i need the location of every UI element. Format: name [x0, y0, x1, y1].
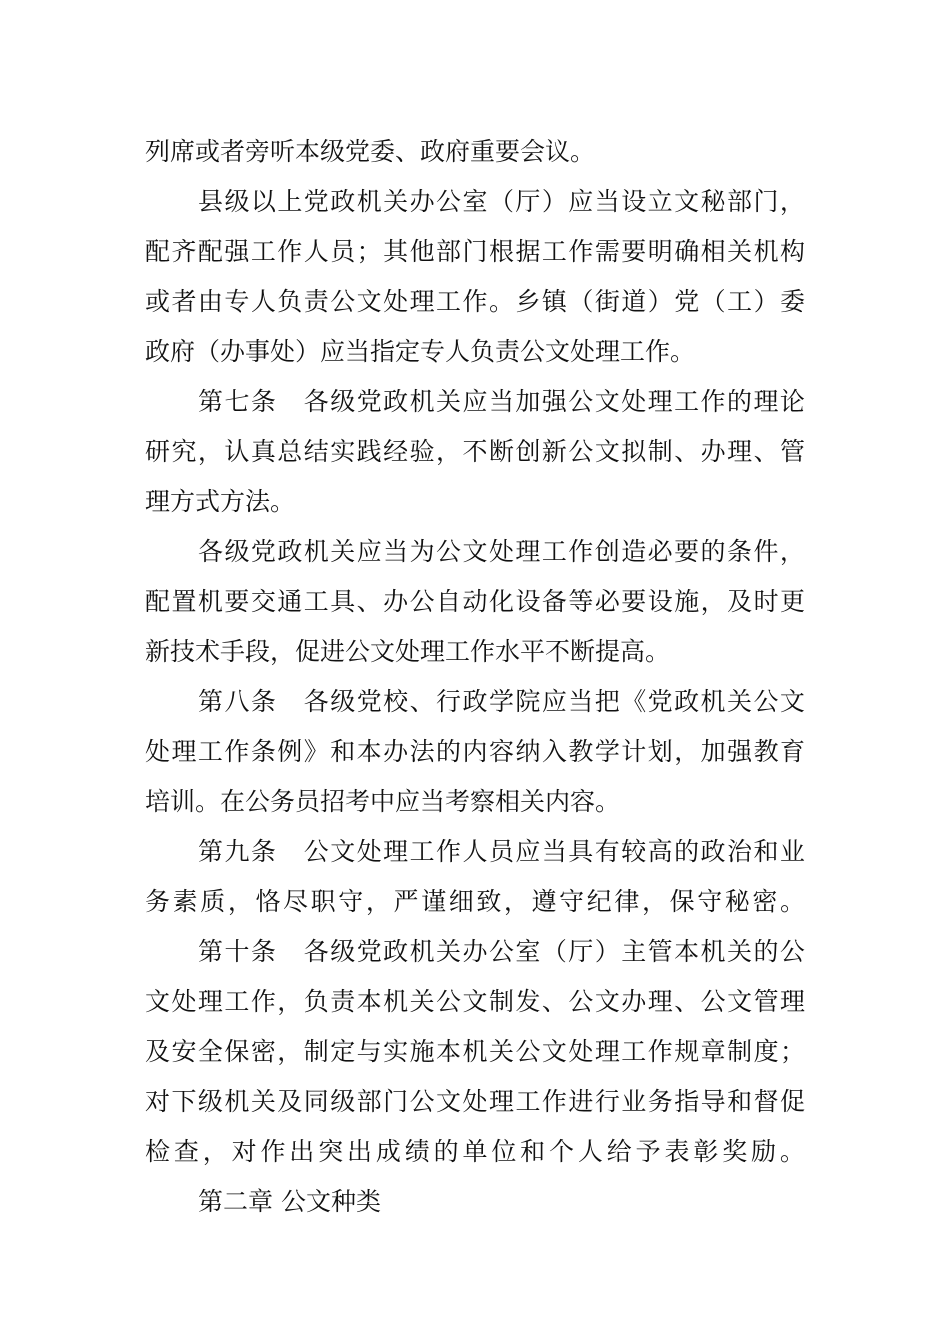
text-line: 务素质，恪尽职守，严谨细致，遵守纪律，保守秘密。 — [145, 887, 808, 916]
text-line: 配齐配强工作人员；其他部门根据工作需要明确相关机构 — [145, 237, 807, 266]
article-7-first-line: 第七条 各级党政机关应当加强公文处理工作的理论 — [198, 387, 807, 416]
text-line: 新技术手段，促进公文处理工作水平不断提高。 — [145, 637, 671, 666]
text-line: 检查，对作出突出成绩的单位和个人给予表彰奖励。 — [145, 1137, 809, 1166]
article-9-first-line: 第九条 公文处理工作人员应当具有较高的政治和业 — [198, 837, 807, 866]
text-line: 培训。在公务员招考中应当考察相关内容。 — [145, 787, 621, 816]
text-line: 文处理工作，负责本机关公文制发、公文办理、公文管理 — [145, 987, 807, 1016]
text-line: 及安全保密，制定与实施本机关公文处理工作规章制度； — [145, 1037, 807, 1066]
text-line: 配置机要交通工具、办公自动化设备等必要设施，及时更 — [145, 587, 807, 616]
text-line: 研究，认真总结实践经验，不断创新公文拟制、办理、管 — [145, 437, 807, 466]
text-line: 列席或者旁听本级党委、政府重要会议。 — [145, 137, 596, 166]
text-line: 或者由专人负责公文处理工作。乡镇（街道）党（工）委 — [145, 287, 807, 316]
paragraph-first-line: 县级以上党政机关办公室（厅）应当设立文秘部门， — [198, 187, 807, 216]
chapter-heading: 第二章 公文种类 — [198, 1187, 381, 1216]
text-line: 理方式方法。 — [145, 487, 296, 516]
text-line: 处理工作条例》和本办法的内容纳入教学计划，加强教育 — [145, 737, 807, 766]
paragraph-first-line: 各级党政机关应当为公文处理工作创造必要的条件， — [198, 537, 807, 566]
text-line: 对下级机关及同级部门公文处理工作进行业务指导和督促 — [145, 1087, 807, 1116]
article-10-first-line: 第十条 各级党政机关办公室（厅）主管本机关的公 — [198, 937, 807, 966]
article-8-first-line: 第八条 各级党校、行政学院应当把《党政机关公文 — [198, 687, 807, 716]
text-line: 政府（办事处）应当指定专人负责公文处理工作。 — [145, 337, 696, 366]
